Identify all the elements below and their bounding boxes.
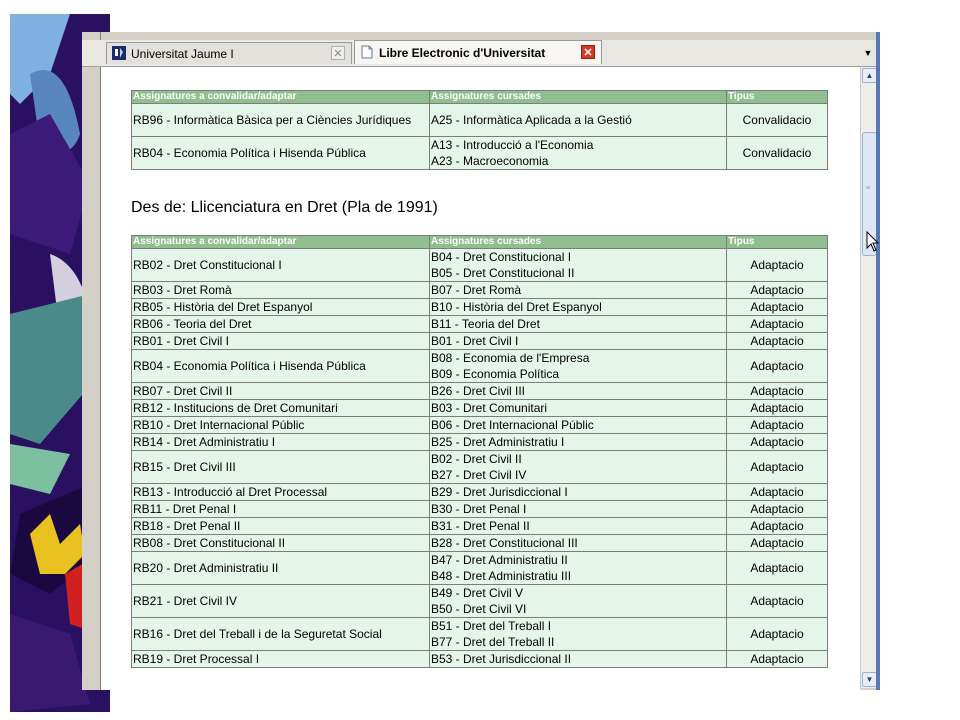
subject-cell: RB04 - Economia Política i Hisenda Pública <box>132 350 430 383</box>
subject-cell: RB16 - Dret del Treball i de la Seguretat Social <box>132 618 430 651</box>
table-header-row <box>132 91 828 104</box>
type-cell: Adaptacio <box>727 316 828 333</box>
taken-cell <box>430 434 727 451</box>
subject-cell: RB07 - Dret Civil II <box>132 383 430 400</box>
table-row <box>132 333 828 350</box>
type-cell: Adaptacio <box>727 651 828 668</box>
table-row <box>132 350 828 383</box>
taken-subject: B53 - Dret Jurisdiccional II <box>431 652 572 666</box>
taken-subject: B27 - Dret Civil IV <box>431 468 527 482</box>
type-cell: Adaptacio <box>727 383 828 400</box>
table-body <box>132 104 828 170</box>
taken-cell <box>430 400 727 417</box>
table-row <box>132 417 828 434</box>
subject-cell: RB96 - Informàtica Bàsica per a Ciències Jurídiques <box>132 104 430 137</box>
taken-cell <box>430 333 727 350</box>
taken-cell <box>430 651 727 668</box>
type-cell: Adaptacio <box>727 333 828 350</box>
taken-subject: B77 - Dret del Treball II <box>431 635 555 649</box>
taken-subject: B10 - Història del Dret Espanyol <box>431 300 602 314</box>
table-body <box>132 249 828 668</box>
subject-cell: RB01 - Dret Civil I <box>132 333 430 350</box>
table-row <box>132 535 828 552</box>
taken-subject: B08 - Economia de l'Empresa <box>431 351 590 365</box>
subject-cell: RB04 - Economia Política i Hisenda Pública <box>132 137 430 170</box>
taken-cell <box>430 383 727 400</box>
subject-cell: RB13 - Introducció al Dret Processal <box>132 484 430 501</box>
taken-cell <box>430 282 727 299</box>
taken-subject: B11 - Teoria del Dret <box>431 317 540 331</box>
type-cell: Adaptacio <box>727 585 828 618</box>
scroll-down-arrow-icon[interactable]: ▼ <box>862 672 877 687</box>
subject-cell: RB18 - Dret Penal II <box>132 518 430 535</box>
taken-subject: B26 - Dret Civil III <box>431 384 526 398</box>
type-cell: Adaptacio <box>727 518 828 535</box>
column-header: Assignatures a convalidar/adaptar <box>132 91 430 104</box>
page-content <box>101 67 860 690</box>
taken-subject: B03 - Dret Comunitari <box>431 401 548 415</box>
tab-libre-electronic[interactable] <box>354 40 602 64</box>
column-header: Assignatures a convalidar/adaptar <box>132 236 430 249</box>
taken-cell <box>430 137 727 170</box>
convalidation-table <box>131 90 828 170</box>
taken-cell <box>430 585 727 618</box>
table-row <box>132 137 828 170</box>
subject-cell: RB20 - Dret Administratiu II <box>132 552 430 585</box>
type-cell: Adaptacio <box>727 400 828 417</box>
column-header: Assignatures cursades <box>430 236 727 249</box>
type-cell: Adaptacio <box>727 350 828 383</box>
uji-logo-icon <box>112 46 126 60</box>
adaptation-table <box>131 235 828 668</box>
table-row <box>132 400 828 417</box>
subject-cell: RB15 - Dret Civil III <box>132 451 430 484</box>
taken-subject: B06 - Dret Internacional Públic <box>431 418 594 432</box>
close-icon[interactable]: ✕ <box>581 45 595 59</box>
table-row <box>132 249 828 282</box>
subject-cell: RB08 - Dret Constitucional II <box>132 535 430 552</box>
table-row <box>132 552 828 585</box>
subject-cell: RB03 - Dret Romà <box>132 282 430 299</box>
tab-universitat-jaume-i[interactable] <box>106 42 352 64</box>
taken-subject: B28 - Dret Constitucional III <box>431 536 578 550</box>
table-row <box>132 501 828 518</box>
subject-cell: RB19 - Dret Processal I <box>132 651 430 668</box>
close-icon[interactable]: ✕ <box>331 46 345 60</box>
taken-cell <box>430 484 727 501</box>
taken-subject: B09 - Economia Política <box>431 367 560 381</box>
page-icon <box>360 45 374 59</box>
taken-cell <box>430 451 727 484</box>
taken-cell <box>430 501 727 518</box>
subject-cell: RB05 - Història del Dret Espanyol <box>132 299 430 316</box>
table-row <box>132 282 828 299</box>
taken-subject: B25 - Dret Administratiu I <box>431 435 565 449</box>
type-cell: Convalidacio <box>727 104 828 137</box>
grip-icon: ≡ <box>866 185 871 192</box>
taken-cell <box>430 299 727 316</box>
taken-subject: B30 - Dret Penal I <box>431 502 527 516</box>
column-header: Assignatures cursades <box>430 91 727 104</box>
table-header-row <box>132 236 828 249</box>
column-header: Tipus <box>727 236 828 249</box>
type-cell: Adaptacio <box>727 417 828 434</box>
table-row <box>132 299 828 316</box>
taken-cell <box>430 104 727 137</box>
table-row <box>132 383 828 400</box>
browser-window <box>82 32 880 690</box>
type-cell: Adaptacio <box>727 249 828 282</box>
table-row <box>132 316 828 333</box>
subject-cell: RB11 - Dret Penal I <box>132 501 430 518</box>
tab-label: Universitat Jaume I <box>131 47 234 61</box>
taken-cell <box>430 618 727 651</box>
type-cell: Adaptacio <box>727 299 828 316</box>
taken-subject: B01 - Dret Civil I <box>431 334 519 348</box>
taken-subject: B49 - Dret Civil V <box>431 586 524 600</box>
taken-subject: B02 - Dret Civil II <box>431 452 522 466</box>
column-header: Tipus <box>727 91 828 104</box>
taken-subject: B29 - Dret Jurisdiccional I <box>431 485 568 499</box>
taken-subject: B05 - Dret Constitucional II <box>431 266 575 280</box>
type-cell: Adaptacio <box>727 618 828 651</box>
taken-cell <box>430 417 727 434</box>
table-row <box>132 518 828 535</box>
type-cell: Convalidacio <box>727 137 828 170</box>
taken-subject: B50 - Dret Civil VI <box>431 602 527 616</box>
type-cell: Adaptacio <box>727 451 828 484</box>
type-cell: Adaptacio <box>727 484 828 501</box>
tab-label: Libre Electronic d'Universitat <box>379 46 546 60</box>
window-border <box>876 32 880 690</box>
subject-cell: RB10 - Dret Internacional Públic <box>132 417 430 434</box>
taken-subject: B31 - Dret Penal II <box>431 519 530 533</box>
section-title: Des de: Llicenciatura en Dret (Pla de 1991) <box>131 199 438 216</box>
taken-subject: B48 - Dret Administratiu III <box>431 569 572 583</box>
subject-cell: RB06 - Teoria del Dret <box>132 316 430 333</box>
tab-bar <box>82 40 880 67</box>
type-cell: Adaptacio <box>727 282 828 299</box>
subject-cell: RB14 - Dret Administratiu I <box>132 434 430 451</box>
taken-subject: B07 - Dret Romà <box>431 283 522 297</box>
taken-cell <box>430 316 727 333</box>
taken-cell <box>430 552 727 585</box>
taken-cell <box>430 249 727 282</box>
type-cell: Adaptacio <box>727 535 828 552</box>
taken-subject: B47 - Dret Administratiu II <box>431 553 568 567</box>
table-row <box>132 484 828 501</box>
taken-cell <box>430 535 727 552</box>
subject-cell: RB02 - Dret Constitucional I <box>132 249 430 282</box>
taken-cell <box>430 518 727 535</box>
mouse-cursor-icon <box>866 231 880 253</box>
table-row <box>132 451 828 484</box>
scroll-up-arrow-icon[interactable]: ▲ <box>862 68 877 83</box>
table-row <box>132 104 828 137</box>
table-row <box>132 618 828 651</box>
taken-subject: A13 - Introducció a l'Economia <box>431 138 594 152</box>
taken-subject: A23 - Macroeconomia <box>431 154 549 168</box>
table-row <box>132 585 828 618</box>
subject-cell: RB12 - Institucions de Dret Comunitari <box>132 400 430 417</box>
type-cell: Adaptacio <box>727 552 828 585</box>
taken-subject: B04 - Dret Constitucional I <box>431 250 572 264</box>
window-frame <box>82 32 101 690</box>
type-cell: Adaptacio <box>727 501 828 518</box>
taken-subject: A25 - Informàtica Aplicada a la Gestió <box>431 113 632 127</box>
type-cell: Adaptacio <box>727 434 828 451</box>
subject-cell: RB21 - Dret Civil IV <box>132 585 430 618</box>
table-row <box>132 651 828 668</box>
table-row <box>132 434 828 451</box>
taken-subject: B51 - Dret del Treball I <box>431 619 552 633</box>
taken-cell <box>430 350 727 383</box>
tab-list-chevron-down-icon[interactable]: ▼ <box>863 48 873 58</box>
